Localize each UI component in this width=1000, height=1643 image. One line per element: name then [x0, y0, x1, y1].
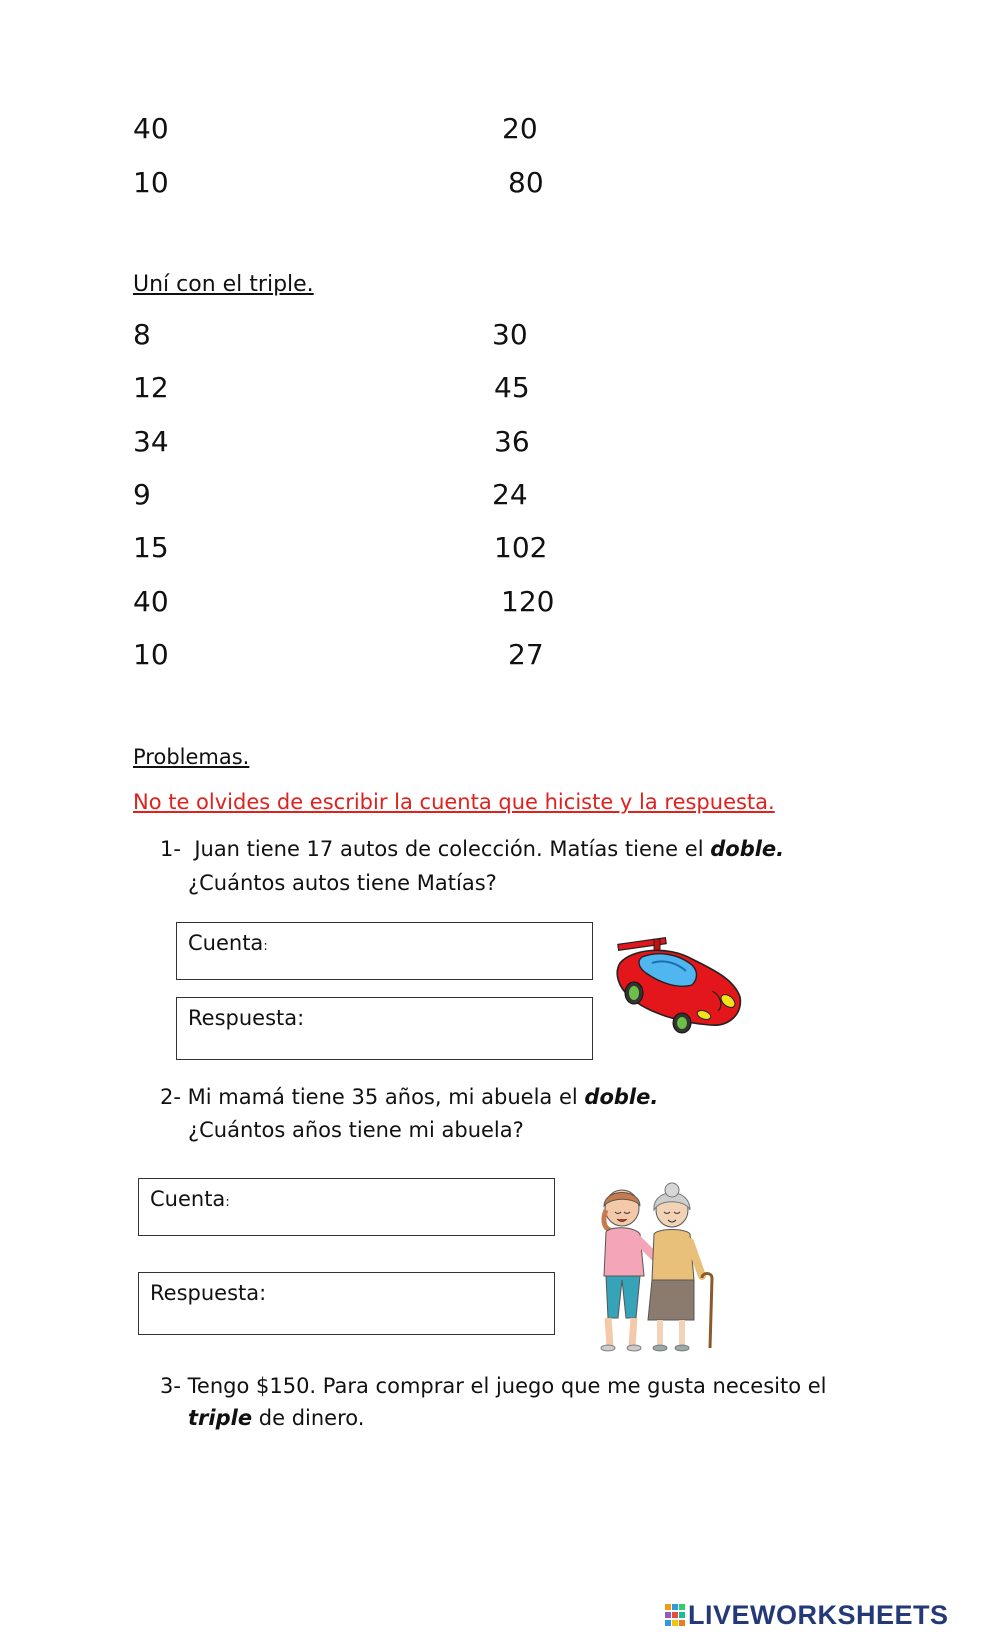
problem-1-cuenta-box[interactable]	[176, 922, 593, 980]
doble-right-2: 80	[508, 166, 544, 199]
triple-left-4: 9	[133, 478, 151, 511]
triple-right-3: 36	[494, 425, 530, 458]
problem-1-respuesta-box[interactable]	[176, 997, 593, 1060]
triple-left-2: 12	[133, 371, 169, 404]
doble-left-1: 40	[133, 112, 169, 145]
triple-right-4: 24	[492, 478, 528, 511]
triple-left-1: 8	[133, 318, 151, 351]
problem-3-line2	[188, 1401, 364, 1435]
problem-2-line1	[160, 1080, 658, 1114]
problem-1-line1	[160, 832, 784, 866]
problems-reminder: No te olvides de escribir la cuenta que hiciste y la respuesta.	[133, 790, 775, 814]
triple-right-1: 30	[492, 318, 528, 351]
triple-right-2: 45	[494, 371, 530, 404]
problem-2-number: 2-	[160, 1085, 181, 1109]
problem-1-number: 1-	[160, 837, 181, 861]
triple-right-7: 27	[508, 638, 544, 671]
triple-left-6: 40	[133, 585, 169, 618]
race-car-icon	[612, 935, 747, 1041]
problem-1-question: ¿Cuántos autos tiene Matías?	[188, 871, 497, 895]
problem-1-text: Juan tiene 17 autos de colección. Matías tiene el	[194, 837, 704, 861]
doble-right-1: 20	[502, 112, 538, 145]
liveworksheets-logo-icon	[665, 1604, 685, 1628]
problem-2-cuenta-box[interactable]	[138, 1178, 555, 1236]
problem-3-rest: de dinero.	[258, 1406, 365, 1430]
triple-left-5: 15	[133, 531, 169, 564]
footer-brand[interactable]: LIVEWORKSHEETS	[688, 1600, 949, 1630]
problem-3-line1	[160, 1369, 827, 1403]
problem-3-number: 3-	[160, 1374, 181, 1398]
triple-right-6: 120	[501, 585, 555, 618]
triple-left-3: 34	[133, 425, 169, 458]
mother-grandmother-icon	[590, 1180, 725, 1360]
triple-left-7: 10	[133, 638, 169, 671]
problems-heading: Problemas.	[133, 745, 250, 769]
problem-1-cuenta-label: Cuenta:	[188, 931, 268, 955]
problem-2-emphasis: doble.	[584, 1085, 659, 1109]
triple-right-5: 102	[494, 531, 548, 564]
triple-heading: Uní con el triple.	[133, 272, 314, 297]
problem-2-text: Mi mamá tiene 35 años, mi abuela el	[187, 1085, 578, 1109]
problem-2-respuesta-label: Respuesta:	[150, 1281, 267, 1305]
problem-1-respuesta-label: Respuesta:	[188, 1006, 305, 1030]
problem-1-emphasis: doble.	[710, 837, 785, 861]
doble-left-2: 10	[133, 166, 169, 199]
problem-2-question: ¿Cuántos años tiene mi abuela?	[188, 1118, 524, 1142]
problem-2-cuenta-label: Cuenta:	[150, 1187, 230, 1211]
problem-3-emphasis: triple	[188, 1406, 253, 1430]
problem-2-respuesta-box[interactable]	[138, 1272, 555, 1335]
problem-3-text: Tengo $150. Para comprar el juego que me gusta necesito el	[187, 1374, 827, 1398]
